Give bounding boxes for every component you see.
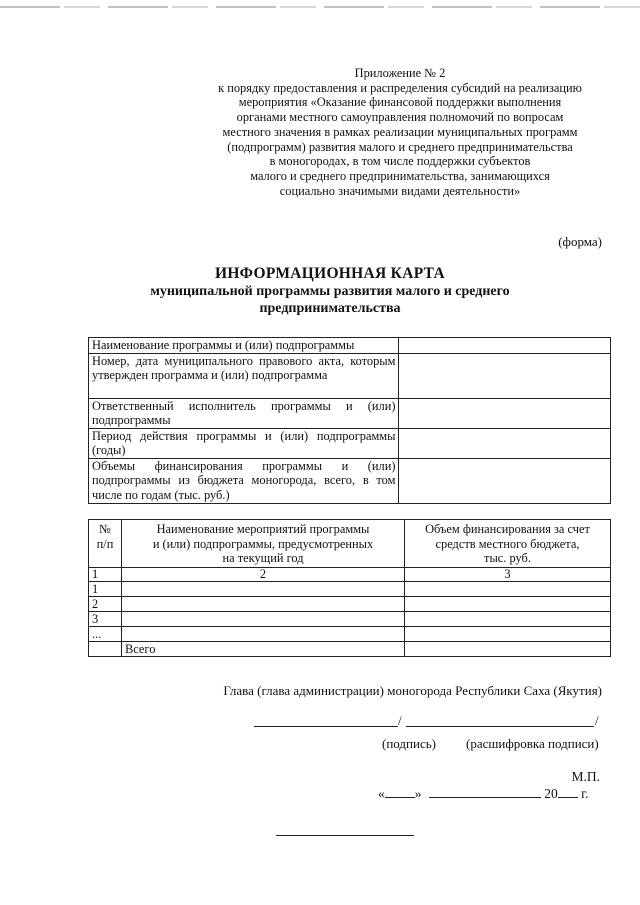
plan-row <box>89 611 611 626</box>
row-number: 3 <box>89 611 122 626</box>
plan-row <box>89 626 611 641</box>
column-number: 3 <box>405 567 611 581</box>
info-label: Объемы финансирования программы и (или) подпрограммы из бюджета моногорода, всего, в том числе по годам (тыс. руб.) <box>89 458 399 503</box>
appendix-line: социально значимыми видами деятельности» <box>279 183 521 198</box>
info-row <box>89 398 611 428</box>
plan-row <box>89 596 611 611</box>
appendix-line: в моногородах, в том числе поддержки субъектов <box>269 154 531 169</box>
head-title: Глава (глава администрации) моногорода Республики Саха (Якутия) <box>223 683 602 698</box>
date-day-field[interactable] <box>385 785 415 798</box>
decoding-caption: (расшифровка подписи) <box>466 736 599 751</box>
header-funding-line: Объем финансирования за счет <box>425 522 590 536</box>
info-value-cell[interactable] <box>399 458 611 503</box>
info-value-cell[interactable] <box>399 353 611 398</box>
title-sub-line2: предпринимательства <box>259 301 401 316</box>
plan-table <box>88 519 611 657</box>
row-number: 2 <box>89 596 122 611</box>
signature-caption: (подпись) <box>382 736 436 751</box>
row-funding-cell[interactable] <box>405 626 611 641</box>
row-name-cell[interactable] <box>122 626 405 641</box>
row-funding-cell[interactable] <box>405 581 611 596</box>
header-funding <box>405 520 611 568</box>
appendix-header <box>190 66 610 198</box>
signature-slash-end: / <box>595 713 599 728</box>
signature-field[interactable] <box>254 712 398 727</box>
appendix-line: (подпрограмм) развития малого и среднего предпринимательства <box>227 139 573 154</box>
row-number: 1 <box>89 581 122 596</box>
document-title <box>60 264 600 317</box>
title-sub-line1: муниципальной программы развития малого и среднего <box>150 284 510 299</box>
column-number: 1 <box>89 567 122 581</box>
info-row <box>89 353 611 398</box>
appendix-line: к порядку предоставления и распределения субсидий на реализацию <box>218 80 582 95</box>
appendix-line: Приложение № 2 <box>354 66 446 80</box>
appendix-line: малого и среднего предпринимательства, занимающихся <box>250 168 550 183</box>
plan-column-numbers-row <box>89 567 611 581</box>
total-funding-cell[interactable] <box>405 641 611 656</box>
footer-separator <box>276 835 414 836</box>
info-label: Наименование программы и (или) подпрограммы <box>89 338 399 354</box>
date-close-quote: » <box>414 786 422 801</box>
info-table <box>88 337 611 504</box>
date-year-field[interactable] <box>558 785 578 798</box>
row-funding-cell[interactable] <box>405 596 611 611</box>
title-main: ИНФОРМАЦИОННАЯ КАРТА <box>214 265 446 282</box>
row-number: ... <box>89 626 122 641</box>
date-year-prefix: 20 <box>544 786 558 801</box>
plan-row <box>89 581 611 596</box>
row-name-cell[interactable] <box>122 596 405 611</box>
stamp-label: М.П. <box>571 769 600 784</box>
header-num-line: № <box>99 522 111 536</box>
appendix-line: органами местного самоуправления полномочий по вопросам <box>236 110 564 125</box>
appendix-line: местного значения в рамках реализации муниципальных программ <box>222 124 578 139</box>
info-row <box>89 458 611 503</box>
scan-artifact-top <box>0 6 640 8</box>
signature-decoding-field[interactable] <box>406 712 594 727</box>
form-label: (форма) <box>558 234 602 249</box>
row-name-cell[interactable] <box>122 611 405 626</box>
row-name-cell[interactable] <box>122 581 405 596</box>
info-value-cell[interactable] <box>399 398 611 428</box>
column-number: 2 <box>122 567 405 581</box>
info-label: Ответственный исполнитель программы и (или) подпрограммы <box>89 398 399 428</box>
header-name <box>122 520 405 568</box>
date-open-quote: « <box>378 786 385 801</box>
info-row <box>89 338 611 354</box>
total-num-cell <box>89 641 122 656</box>
header-name-line: и (или) подпрограммы, предусмотренных <box>152 536 374 551</box>
header-num <box>89 520 122 568</box>
info-value-cell[interactable] <box>399 428 611 458</box>
info-row <box>89 428 611 458</box>
date-line <box>378 785 589 802</box>
total-label: Всего <box>122 641 405 656</box>
header-funding-line: тыс. руб. <box>484 551 531 565</box>
plan-header-row <box>89 520 611 568</box>
appendix-line: мероприятия «Оказание финансовой поддержки выполнения <box>238 95 562 110</box>
plan-total-row <box>89 641 611 656</box>
date-month-field[interactable] <box>429 785 541 798</box>
row-funding-cell[interactable] <box>405 611 611 626</box>
info-value-cell[interactable] <box>399 338 611 354</box>
info-label: Период действия программы и (или) подпрограммы (годы) <box>89 428 399 458</box>
header-num-line: п/п <box>96 536 114 551</box>
header-funding-line: средств местного бюджета, <box>435 536 580 551</box>
signature-slash: / <box>398 713 402 728</box>
header-name-line: на текущий год <box>222 551 304 565</box>
date-suffix: г. <box>581 786 589 801</box>
header-name-line: Наименование мероприятий программы <box>156 522 370 536</box>
info-label: Номер, дата муниципального правового акта, которым утвержден программа и (или) подпрограмма <box>89 353 399 398</box>
